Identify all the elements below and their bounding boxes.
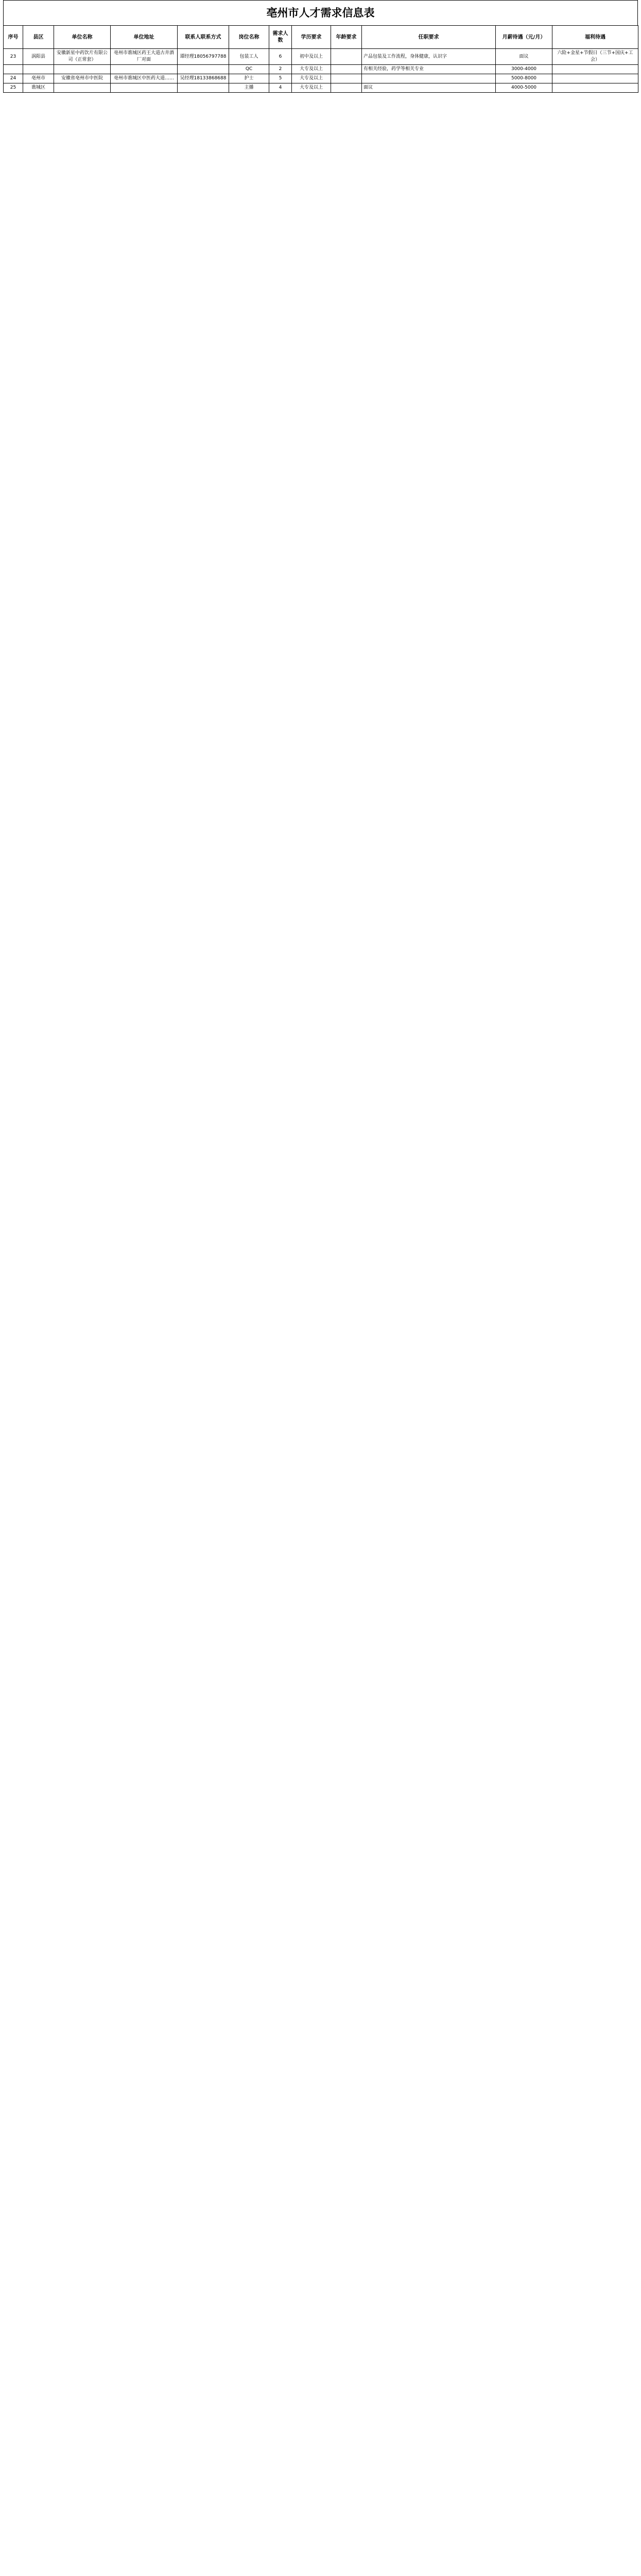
table-cell [54,83,111,93]
table-cell [552,65,638,74]
table-cell: 护士 [229,74,269,83]
table-cell: 面议 [362,83,496,93]
table-cell: 亳州市谯城区中医药大道…… [111,74,178,83]
table-cell: 面议 [496,49,552,65]
table-cell: 有相关经验，药学等相关专业 [362,65,496,74]
table-cell: 3000-4000 [496,65,552,74]
table-cell: 主播 [229,83,269,93]
table-cell: 吴经理18133868688 [178,74,229,83]
header-cell: 年龄要求 [331,26,362,49]
table-row [4,49,638,65]
table-cell [552,74,638,83]
table-cell: 5 [269,74,292,83]
table-cell [178,83,229,93]
header-cell: 学历要求 [292,26,331,49]
table-cell [331,49,362,65]
table-cell: 谭经理18056797788 [178,49,229,65]
header-cell: 任职要求 [362,26,496,49]
table-cell: 谯城区 [23,83,54,93]
table-cell: 初中及以上 [292,49,331,65]
table-cell [552,83,638,93]
table-cell: 6 [269,49,292,65]
header-cell: 单位名称 [54,26,111,49]
page-title: 亳州市人才需求信息表 [3,0,638,25]
table-cell: 25 [4,83,23,93]
talent-demand-table [3,25,638,93]
table-cell: 大专及以上 [292,65,331,74]
header-cell: 需求人数 [269,26,292,49]
table-cell [362,74,496,83]
header-cell: 月薪待遇（元/月） [496,26,552,49]
header-cell: 岗位名称 [229,26,269,49]
table-cell [331,65,362,74]
table-cell [331,74,362,83]
table-row [4,83,638,93]
table-cell: 亳州市 [23,74,54,83]
table-body [4,49,638,93]
table-cell: 六险+金星+节假日（三节+国庆+工会） [552,49,638,65]
table-row [4,65,638,74]
table-cell: 5000-8000 [496,74,552,83]
table-cell [54,65,111,74]
table-cell [4,65,23,74]
table-cell: 亳州市谯城区药王大道古井酒厂对面 [111,49,178,65]
table-cell: 23 [4,49,23,65]
header-cell: 单位地址 [111,26,178,49]
table-cell: 涡阳县 [23,49,54,65]
header-cell: 联系人联系方式 [178,26,229,49]
header-cell: 序号 [4,26,23,49]
table-cell: 24 [4,74,23,83]
table-cell [111,83,178,93]
table-cell [23,65,54,74]
table-cell: 2 [269,65,292,74]
header-cell: 县区 [23,26,54,49]
table-row [4,74,638,83]
table-cell: QC [229,65,269,74]
table-cell [178,65,229,74]
table-cell: 4000-5000 [496,83,552,93]
table-cell: 安徽省亳州市中医院 [54,74,111,83]
table-cell: 大专及以上 [292,74,331,83]
table-cell: 安徽新星中药饮片有限公司（正常套） [54,49,111,65]
table-cell: 包装工人 [229,49,269,65]
table-header-row [4,26,638,49]
header-cell: 福利待遇 [552,26,638,49]
table-cell: 大专及以上 [292,83,331,93]
table-cell [331,83,362,93]
table-cell: 产品包装及工作流程，身体健康，认识字 [362,49,496,65]
table-cell [111,65,178,74]
table-cell: 4 [269,83,292,93]
